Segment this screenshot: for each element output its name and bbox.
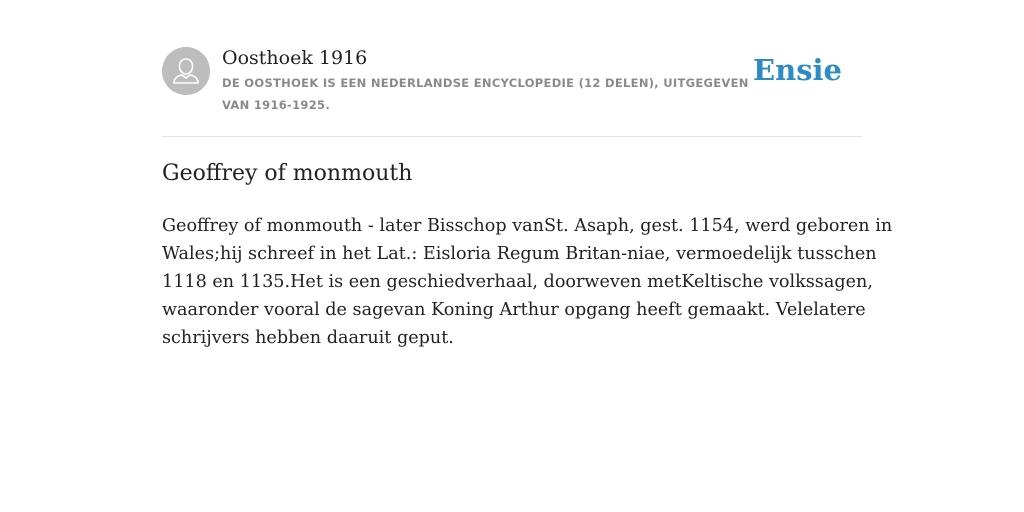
user-silhouette-icon [162, 47, 210, 95]
source-title[interactable]: Oosthoek 1916 [222, 47, 368, 69]
entry-body-line: schrijvers hebben daaruit geput. [162, 328, 454, 348]
avatar [162, 47, 210, 95]
source-description: DE OOSTHOEK IS EEN NEDERLANDSE ENCYCLOPEDIE (12 DELEN), UITGEGEVEN VAN 1916-1925. [222, 76, 749, 112]
entry-body-line: Wales;hij schreef in het Lat.: Eisloria Regum Britan-niae, vermoedelijk tusschen [162, 244, 877, 264]
entry-body-line: waaronder vooral de sagevan Koning Arthur opgang heeft gemaakt. Velelatere [162, 300, 866, 320]
ensie-logo[interactable]: Ensie [753, 53, 842, 87]
entry-body [162, 212, 893, 352]
source-header [162, 44, 862, 137]
entry-body-line: Geoffrey of monmouth - later Bisschop vanSt. Asaph, gest. 1154, werd geboren in [162, 216, 893, 236]
entry-title: Geoffrey of monmouth [162, 161, 413, 186]
entry-body-line: 1118 en 1135.Het is een geschiedverhaal, doorweven metKeltische volkssagen, [162, 272, 873, 292]
